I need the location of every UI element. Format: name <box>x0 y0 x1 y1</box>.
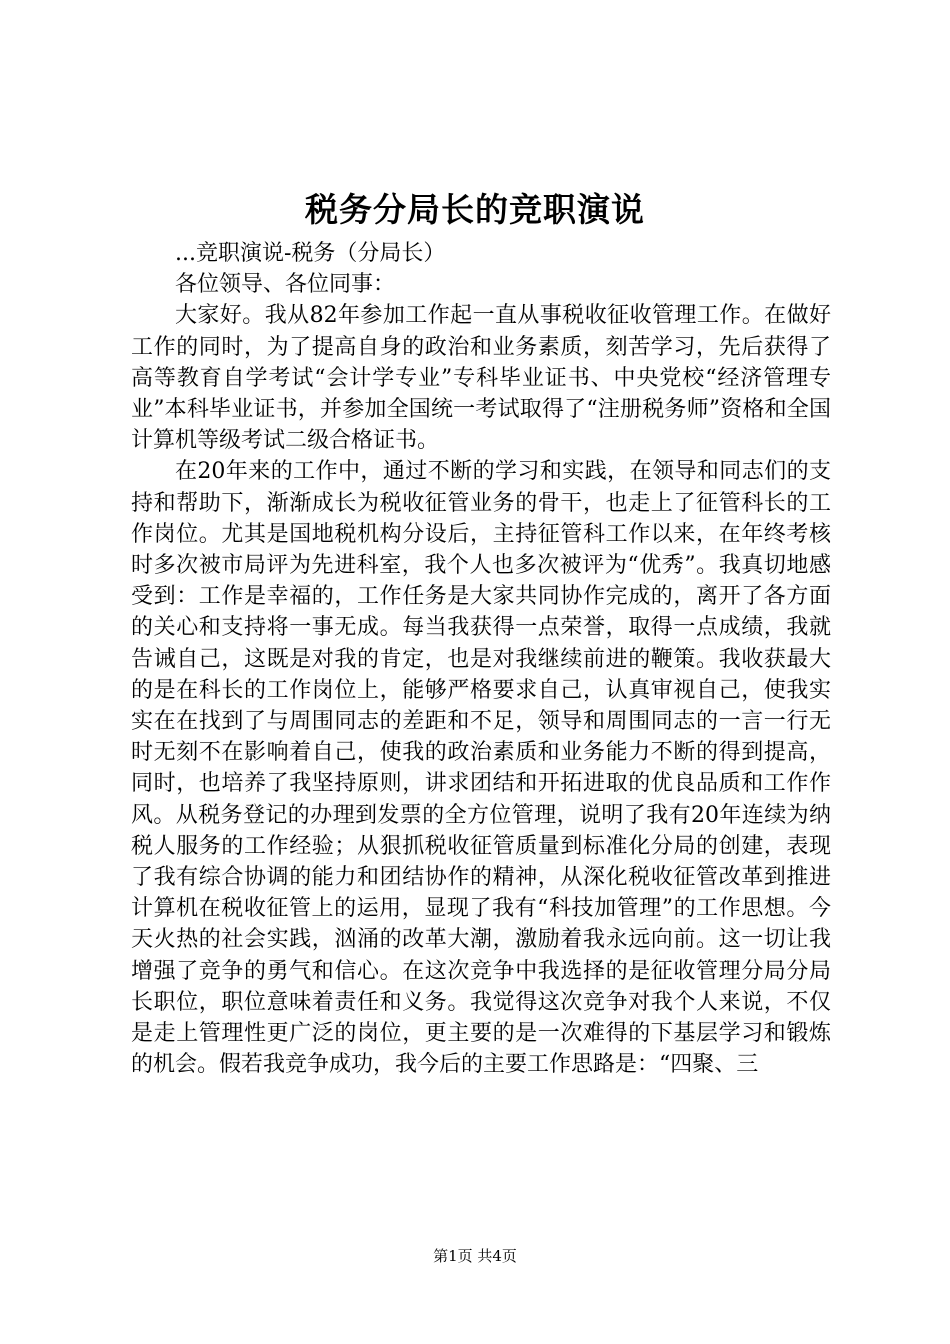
paragraph-subtitle: ...竞职演说-税务（分局长） <box>175 241 446 266</box>
paragraph-experience: 在20年来的工作中，通过不断的学习和实践，在领导和同志们的支持和帮助下，渐渐成长为税收征管业务的骨干，也走上了征管科长的工作岗位。尤其是国地税机构分设后，主持征管科工作以来，在年终考核时多次被市局评为先进科室，我个人也多次被评为“优秀”。我真切地感受到：工作是幸福的，工作任务是大家共同协作完成的，离开了各方面的关心和支持将一事无成。每当我获得一点荣誉，取得一点成绩，我就告诫自己，这既是对我的肯定，也是对我继续前进的鞭策。我收获最大的是在科长的工作岗位上，能够严格要求自己，认真审视自己，使我实实在在找到了与周围同志的差距和不足，领导和周围同志的一言一行无时无刻不在影响着自己，使我的政治素质和业务能力不断的得到提高，同时，也培养了我坚持原则，讲求团结和开拓进取的优良品质和工作作风。从税务登记的办理到发票的全方位管理，说明了我有20年连续为纳税人服务的工作经验；从狠抓税收征管质量到标准化分局的创建，表现了我有综合协调的能力和团结协作的精神，从深化税收征管改革到推进计算机在税收征管上的运用，显现了我有“科技加管理”的工作思想。今天火热的社会实践，汹涌的改革大潮，激励着我永远向前。这一切让我增强了竞争的勇气和信心。在这次竞争中我选择的是征收管理分局分局长职位，职位意味着责任和义务。我觉得这次竞争对我个人来说，不仅是走上管理性更广泛的岗位，更主要的是一次难得的下基层学习和锻炼的机会。假若我竞争成功，我今后的主要工作思路是：“四聚、三 <box>131 459 831 1078</box>
document-body <box>131 238 831 1080</box>
document-title: 税务分局长的竞职演说 <box>305 190 645 229</box>
paragraph-salutation: 各位领导、各位同事： <box>175 272 396 298</box>
page-footer: 第1页 共4页 <box>433 1247 517 1265</box>
paragraph-intro: 大家好。我从82年参加工作起一直从事税收征收管理工作。在做好工作的同时，为了提高自身的政治和业务素质，刻苦学习，先后获得了高等教育自学考试“会计学专业”专科毕业证书、中央党校“经济管理专业”本科毕业证书，并参加全国统一考试取得了“注册税务师”资格和全国计算机等级考试二级合格证书。 <box>131 303 831 454</box>
